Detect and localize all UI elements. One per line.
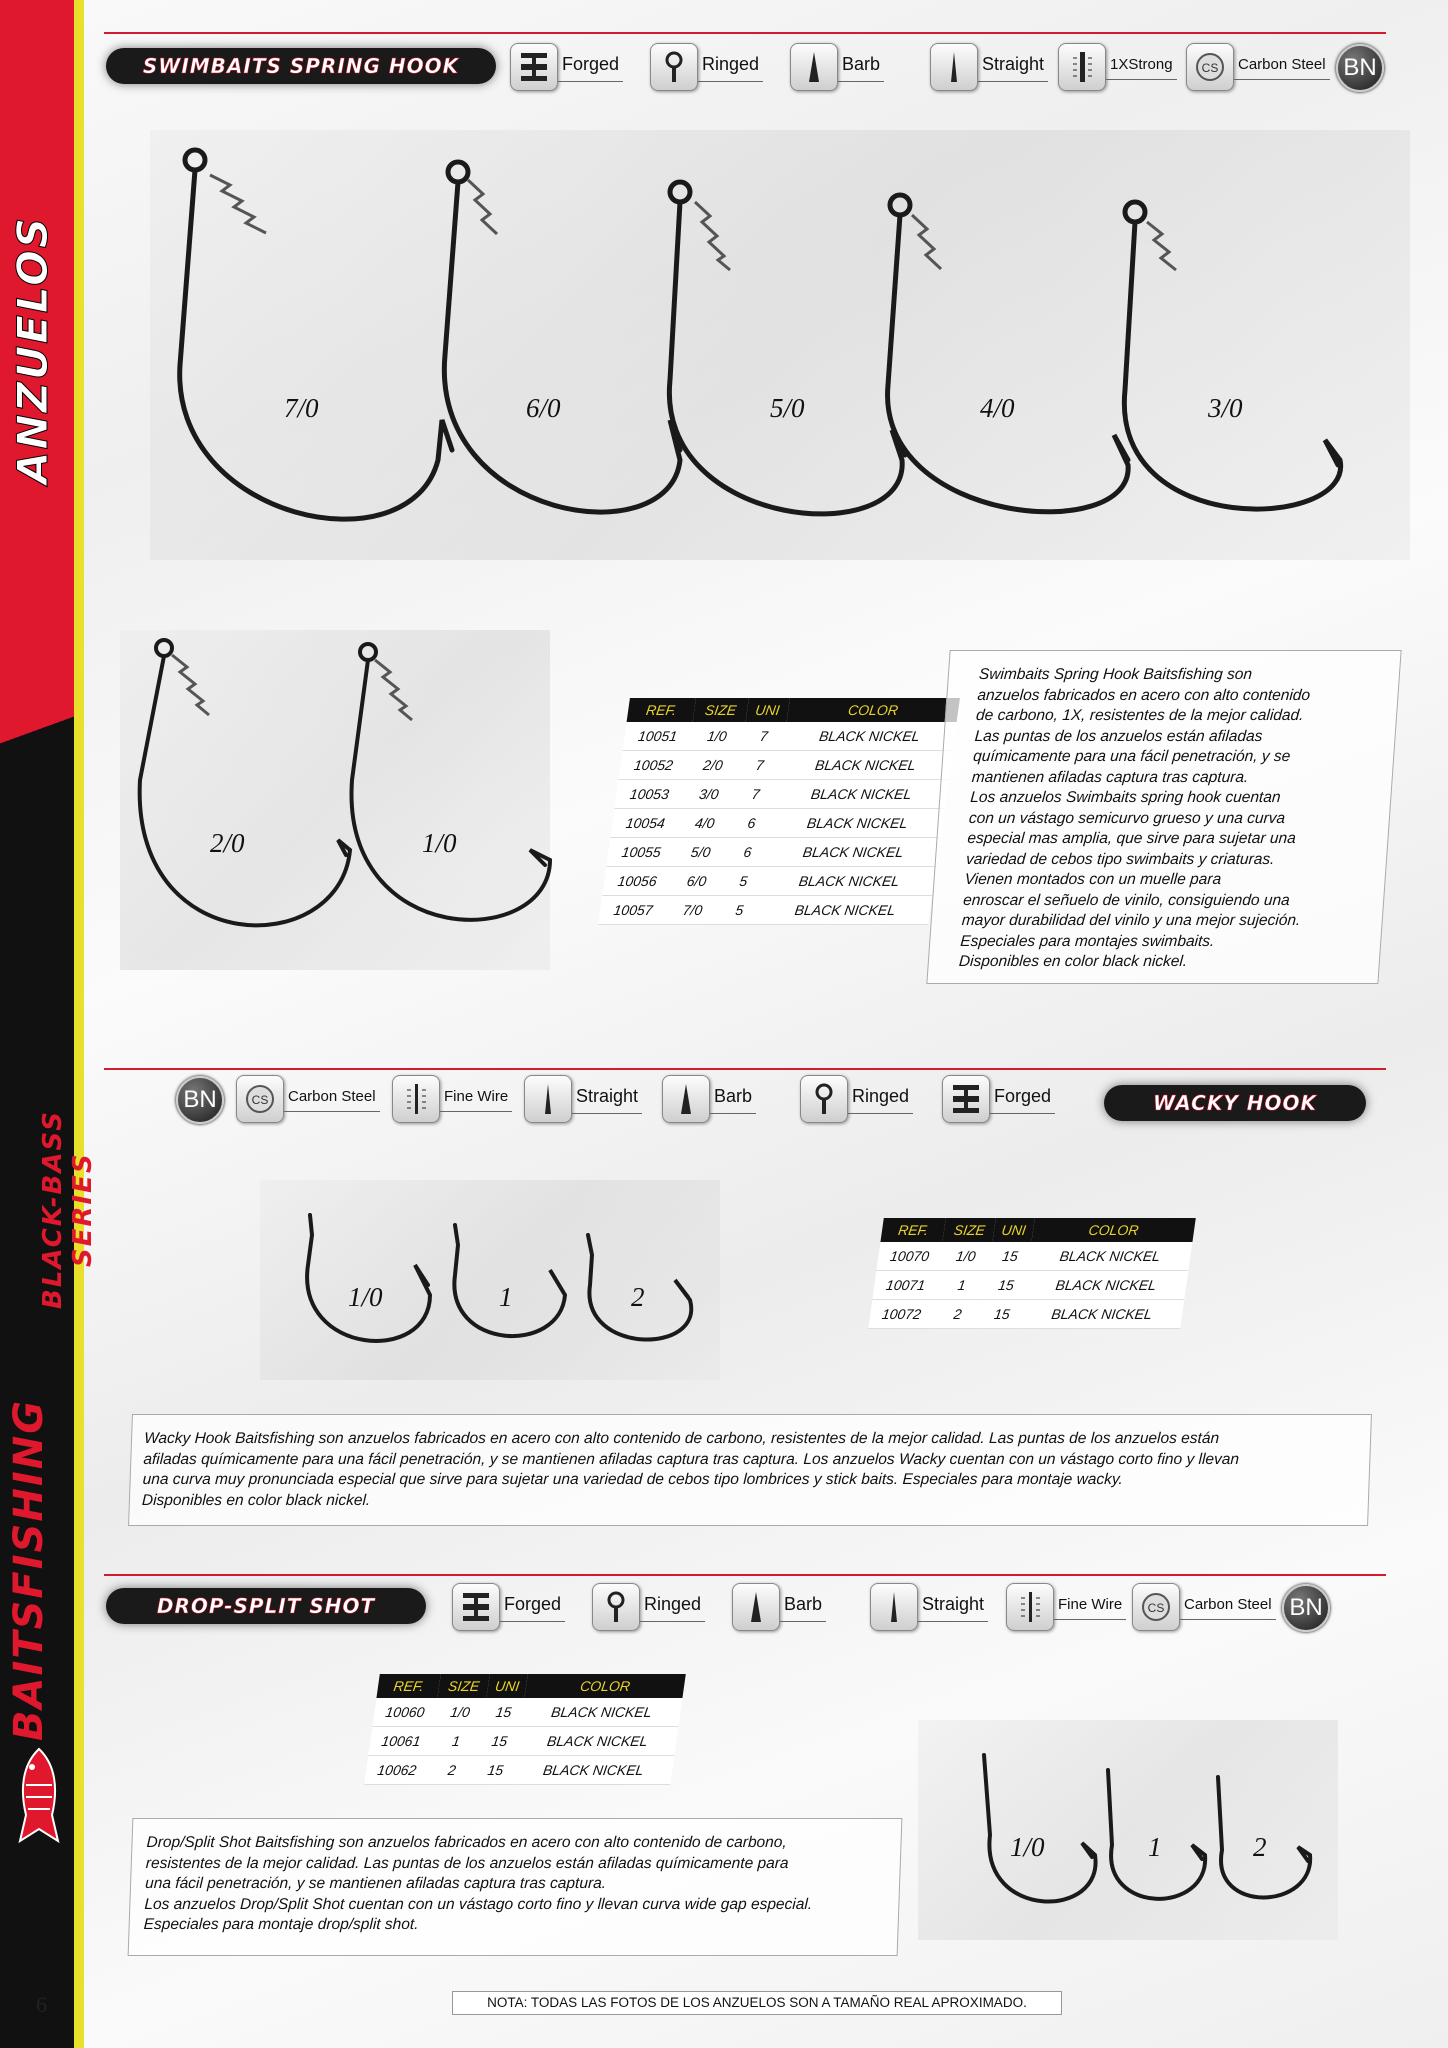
table-cell: 10053 [614, 780, 684, 809]
table-header: UNI [993, 1218, 1035, 1242]
feature-barb [662, 1074, 756, 1124]
straight-label: Straight [572, 1084, 642, 1114]
description-line: químicamente para una fácil penetración, y se [972, 748, 1291, 765]
barb-label: Barb [838, 52, 884, 82]
table-cell: 7 [733, 780, 778, 809]
dropshot-description [128, 1818, 903, 1956]
carbon-steel-label: Carbon Steel [1234, 54, 1330, 80]
table-row [368, 1727, 678, 1756]
table-cell: 10056 [602, 867, 672, 896]
table-cell: BLACK NICKEL [1027, 1242, 1192, 1271]
table-cell: BLACK NICKEL [1023, 1271, 1188, 1300]
carbon-steel-icon [236, 1075, 284, 1123]
table-cell: BLACK NICKEL [1019, 1300, 1184, 1329]
ringed-label: Ringed [848, 1084, 913, 1114]
ringed-icon [592, 1583, 640, 1631]
description-line: Swimbaits Spring Hook Baitsfishing son [978, 666, 1253, 683]
table-row [614, 780, 948, 809]
description-line: enroscar el señuelo de vinilo, consiguiendo una [962, 891, 1291, 909]
swimbait-hooks-image [150, 130, 1410, 580]
hook-size-1: 1 [499, 1282, 513, 1312]
table-cell: 10051 [623, 722, 693, 751]
dropshot-spec-table [364, 1674, 686, 1785]
forged-label: Forged [500, 1592, 565, 1622]
table-row [623, 722, 957, 751]
forged-icon [452, 1583, 500, 1631]
carbon-steel-icon [1132, 1583, 1180, 1631]
table-row [372, 1698, 682, 1727]
table-cell: BLACK NICKEL [770, 809, 944, 838]
black-nickel-badge: BN [1336, 44, 1384, 92]
feature-ringed [800, 1074, 913, 1124]
table-cell: BLACK NICKEL [774, 780, 948, 809]
table-cell: 10071 [872, 1271, 939, 1300]
description-line: Los anzuelos Swimbaits spring hook cuentan [969, 789, 1282, 806]
table-cell: 1 [935, 1271, 989, 1300]
table-cell: 10061 [368, 1727, 433, 1756]
table-row [868, 1300, 1184, 1329]
feature-carbon-steel [236, 1074, 380, 1124]
table-row [876, 1242, 1192, 1271]
description-line: con un vástago semicurvo grueso y una curva [968, 809, 1286, 827]
section-title-dropshot: DROP-SPLIT SHOT [106, 1588, 426, 1624]
barb-icon [662, 1075, 710, 1123]
table-cell: 10070 [876, 1242, 942, 1271]
straight-icon [524, 1075, 572, 1123]
table-cell: 10060 [372, 1698, 437, 1727]
straight-label: Straight [978, 52, 1048, 82]
description-line: especial mas amplia, que sirve para sujetar una [966, 830, 1297, 847]
1xstrong-label: 1XStrong [1106, 54, 1177, 80]
description-line: Los anzuelos Drop/Split Shot cuentan con un vástago corto fino y llevan curva wide gap especial. [144, 1895, 813, 1913]
description-line: de carbono, 1X, resistentes de la mejor calidad. [975, 707, 1305, 724]
series-title-vertical: BLACK-BASS SERIES [38, 1110, 98, 1310]
description-line: Wacky Hook Baitsfishing son anzuelos fabricados en acero con alto contenido de carbono, resistentes de la mejor calidad. Las puntas de los anzuelos están [143, 1430, 1220, 1447]
table-row [610, 809, 944, 838]
hook-size-7-0: 7/0 [284, 393, 319, 423]
table-cell: 4/0 [676, 809, 733, 838]
table-row [606, 838, 940, 867]
footer-note: NOTA: TODAS LAS FOTOS DE LOS ANZUELOS SON A TAMAÑO REAL APROXIMADO. [452, 1991, 1062, 2015]
table-cell: 3/0 [680, 780, 737, 809]
description-line: Vienen montados con un muelle para [964, 871, 1222, 888]
table-cell: 15 [483, 1698, 525, 1727]
table-cell: 5 [721, 867, 766, 896]
hook-size-6-0: 6/0 [526, 393, 561, 423]
hook-size-2: 2 [1253, 1832, 1267, 1862]
table-cell: 5 [717, 896, 762, 925]
wacky-spec-table [868, 1218, 1196, 1329]
fine-wire-icon [1006, 1583, 1054, 1631]
description-line: una fácil penetración, y se mantienen afiladas captura tras captura. [144, 1875, 607, 1892]
table-cell: 10057 [598, 896, 668, 925]
barb-label: Barb [710, 1084, 756, 1114]
feature-forged [452, 1582, 565, 1632]
table-header: UNI [487, 1674, 528, 1698]
table-cell: 10062 [364, 1756, 429, 1785]
table-cell: 7/0 [664, 896, 721, 925]
forged-icon [942, 1075, 990, 1123]
table-cell: 10055 [606, 838, 676, 867]
table-header: SIZE [943, 1218, 996, 1242]
description-line: una curva muy pronunciada especial que sirve para sujetar una variedad de cebos tipo lombrices y stick baits. Especiales para montaje wacky. [142, 1471, 1124, 1488]
table-cell: BLACK NICKEL [762, 867, 936, 896]
feature-straight [870, 1582, 988, 1632]
fish-logo-icon [12, 1745, 66, 1845]
feature-barb [732, 1582, 826, 1632]
fine-wire-label: Fine Wire [440, 1086, 512, 1112]
barb-icon [732, 1583, 780, 1631]
hook-size-1: 1 [1148, 1832, 1162, 1862]
section-divider [104, 1068, 1386, 1070]
table-cell: 1/0 [689, 722, 746, 751]
table-header: COLOR [786, 698, 960, 722]
feature-straight [930, 42, 1048, 92]
hook-size-2-0: 2/0 [210, 828, 245, 858]
table-cell: 7 [741, 722, 786, 751]
section-divider [104, 32, 1386, 34]
section-title-swimbaits: SWIMBAITS SPRING HOOK [106, 48, 496, 84]
feature-carbon-steel [1132, 1582, 1276, 1632]
side-red-cut [0, 690, 74, 770]
table-cell: 6 [729, 809, 774, 838]
barb-icon [790, 43, 838, 91]
table-cell: 5/0 [672, 838, 729, 867]
ringed-label: Ringed [640, 1592, 705, 1622]
table-cell: 2/0 [685, 751, 742, 780]
table-row [872, 1271, 1188, 1300]
table-cell: 15 [981, 1300, 1024, 1329]
black-nickel-badge: BN [176, 1076, 224, 1124]
hook-size-5-0: 5/0 [770, 393, 805, 423]
feature-ringed [650, 42, 763, 92]
side-band [0, 0, 98, 2048]
table-cell: BLACK NICKEL [512, 1756, 674, 1785]
feature-forged [510, 42, 623, 92]
description-line: Disponibles en color black nickel. [958, 953, 1188, 970]
black-nickel-badge: BN [1282, 1584, 1330, 1632]
description-line: Drop/Split Shot Baitsfishing son anzuelos fabricados en acero con alto contenido de carbono, [146, 1834, 788, 1851]
hook-size-2: 2 [631, 1282, 645, 1312]
forged-label: Forged [990, 1084, 1055, 1114]
table-header: COLOR [1031, 1218, 1195, 1242]
swimbaits-spec-table [598, 698, 960, 925]
forged-label: Forged [558, 52, 623, 82]
table-cell: 2 [426, 1756, 479, 1785]
svg-text:CS: CS [1201, 61, 1219, 75]
table-cell: 7 [737, 751, 782, 780]
section-title-wacky: WACKY HOOK [1104, 1085, 1366, 1121]
page-number: 6 [36, 1992, 47, 2017]
table-cell: 10054 [610, 809, 680, 838]
brand-vertical: BAITSFISHING [6, 1398, 52, 1742]
swimbaits-description [926, 650, 1401, 984]
table-cell: BLACK NICKEL [516, 1727, 678, 1756]
table-header: UNI [745, 698, 789, 722]
table-cell: 15 [474, 1756, 516, 1785]
description-line: mayor durabilidad del vinilo y una mejor sujeción. [961, 912, 1301, 929]
section-title-vertical: ANZUELOS [8, 215, 57, 485]
section-divider [104, 1574, 1386, 1576]
feature-straight [524, 1074, 642, 1124]
table-cell: 10052 [618, 751, 688, 780]
description-line: Las puntas de los anzuelos están afiladas [974, 727, 1264, 745]
description-line: afiladas químicamente para una fácil penetración, y se mantienen afiladas captura tras captura. Los anzuelos Wacky cuentan con un vástago corto fino y llevan [143, 1450, 1240, 1468]
ringed-icon [800, 1075, 848, 1123]
feature-barb [790, 42, 884, 92]
forged-icon [510, 43, 558, 91]
table-cell: BLACK NICKEL [521, 1698, 683, 1727]
table-cell: 10072 [868, 1300, 935, 1329]
hook-size-1-0: 1/0 [1010, 1832, 1045, 1862]
table-cell: 15 [985, 1271, 1028, 1300]
description-line: resistentes de la mejor calidad. Las puntas de los anzuelos están afiladas químicamente para [145, 1854, 789, 1872]
hook-size-1-0: 1/0 [348, 1282, 383, 1312]
table-cell: 6 [725, 838, 770, 867]
swimbait-hooks-small-image [120, 630, 560, 970]
straight-icon [930, 43, 978, 91]
straight-icon [870, 1583, 918, 1631]
feature-1xstrong [1058, 42, 1177, 92]
feature-fine-wire [1006, 1582, 1126, 1632]
straight-label: Straight [918, 1592, 988, 1622]
hook-size-3-0: 3/0 [1208, 393, 1243, 423]
barb-label: Barb [780, 1592, 826, 1622]
carbon-steel-label: Carbon Steel [1180, 1594, 1276, 1620]
table-row [618, 751, 952, 780]
feature-ringed [592, 1582, 705, 1632]
hook-size-4-0: 4/0 [980, 393, 1015, 423]
table-row [598, 896, 932, 925]
table-header: COLOR [525, 1674, 686, 1698]
side-yellow-stripe [74, 0, 84, 2048]
table-cell: BLACK NICKEL [782, 722, 956, 751]
table-cell: BLACK NICKEL [758, 896, 932, 925]
table-cell: BLACK NICKEL [766, 838, 940, 867]
description-line: variedad de cebos tipo swimbaits y criaturas. [965, 850, 1276, 868]
feature-forged [942, 1074, 1055, 1124]
table-cell: 6/0 [668, 867, 725, 896]
svg-text:CS: CS [1147, 1601, 1165, 1615]
table-cell: 15 [479, 1727, 521, 1756]
carbon-steel-label: Carbon Steel [284, 1086, 380, 1112]
table-header: REF. [627, 698, 696, 722]
description-line: anzuelos fabricados en acero con alto contenido [976, 686, 1311, 704]
table-header: SIZE [438, 1674, 490, 1698]
table-row [364, 1756, 674, 1785]
table-cell: 1 [430, 1727, 483, 1756]
table-header: SIZE [693, 698, 749, 722]
table-header: REF. [376, 1674, 441, 1698]
table-cell: 2 [931, 1300, 985, 1329]
description-line: mantienen afiladas captura tras captura. [971, 768, 1249, 786]
table-row [602, 867, 936, 896]
fine-wire-icon [392, 1075, 440, 1123]
carbon-steel-icon [1186, 43, 1234, 91]
feature-fine-wire [392, 1074, 512, 1124]
ringed-icon [650, 43, 698, 91]
feature-carbon-steel [1186, 42, 1330, 92]
fine-wire-label: Fine Wire [1054, 1594, 1126, 1620]
table-header: REF. [880, 1218, 946, 1242]
table-cell: 15 [989, 1242, 1032, 1271]
wacky-description [128, 1414, 1372, 1526]
svg-text:CS: CS [251, 1093, 269, 1107]
ringed-label: Ringed [698, 52, 763, 82]
table-cell: 1/0 [939, 1242, 993, 1271]
description-line: Especiales para montaje drop/split shot. [143, 1916, 419, 1933]
table-cell: BLACK NICKEL [778, 751, 952, 780]
hook-size-1-0: 1/0 [422, 828, 457, 858]
table-cell: 1/0 [434, 1698, 487, 1727]
description-line: Disponibles en color black nickel. [141, 1491, 371, 1509]
description-line: Especiales para montajes swimbaits. [959, 932, 1216, 950]
1xstrong-icon [1058, 43, 1106, 91]
